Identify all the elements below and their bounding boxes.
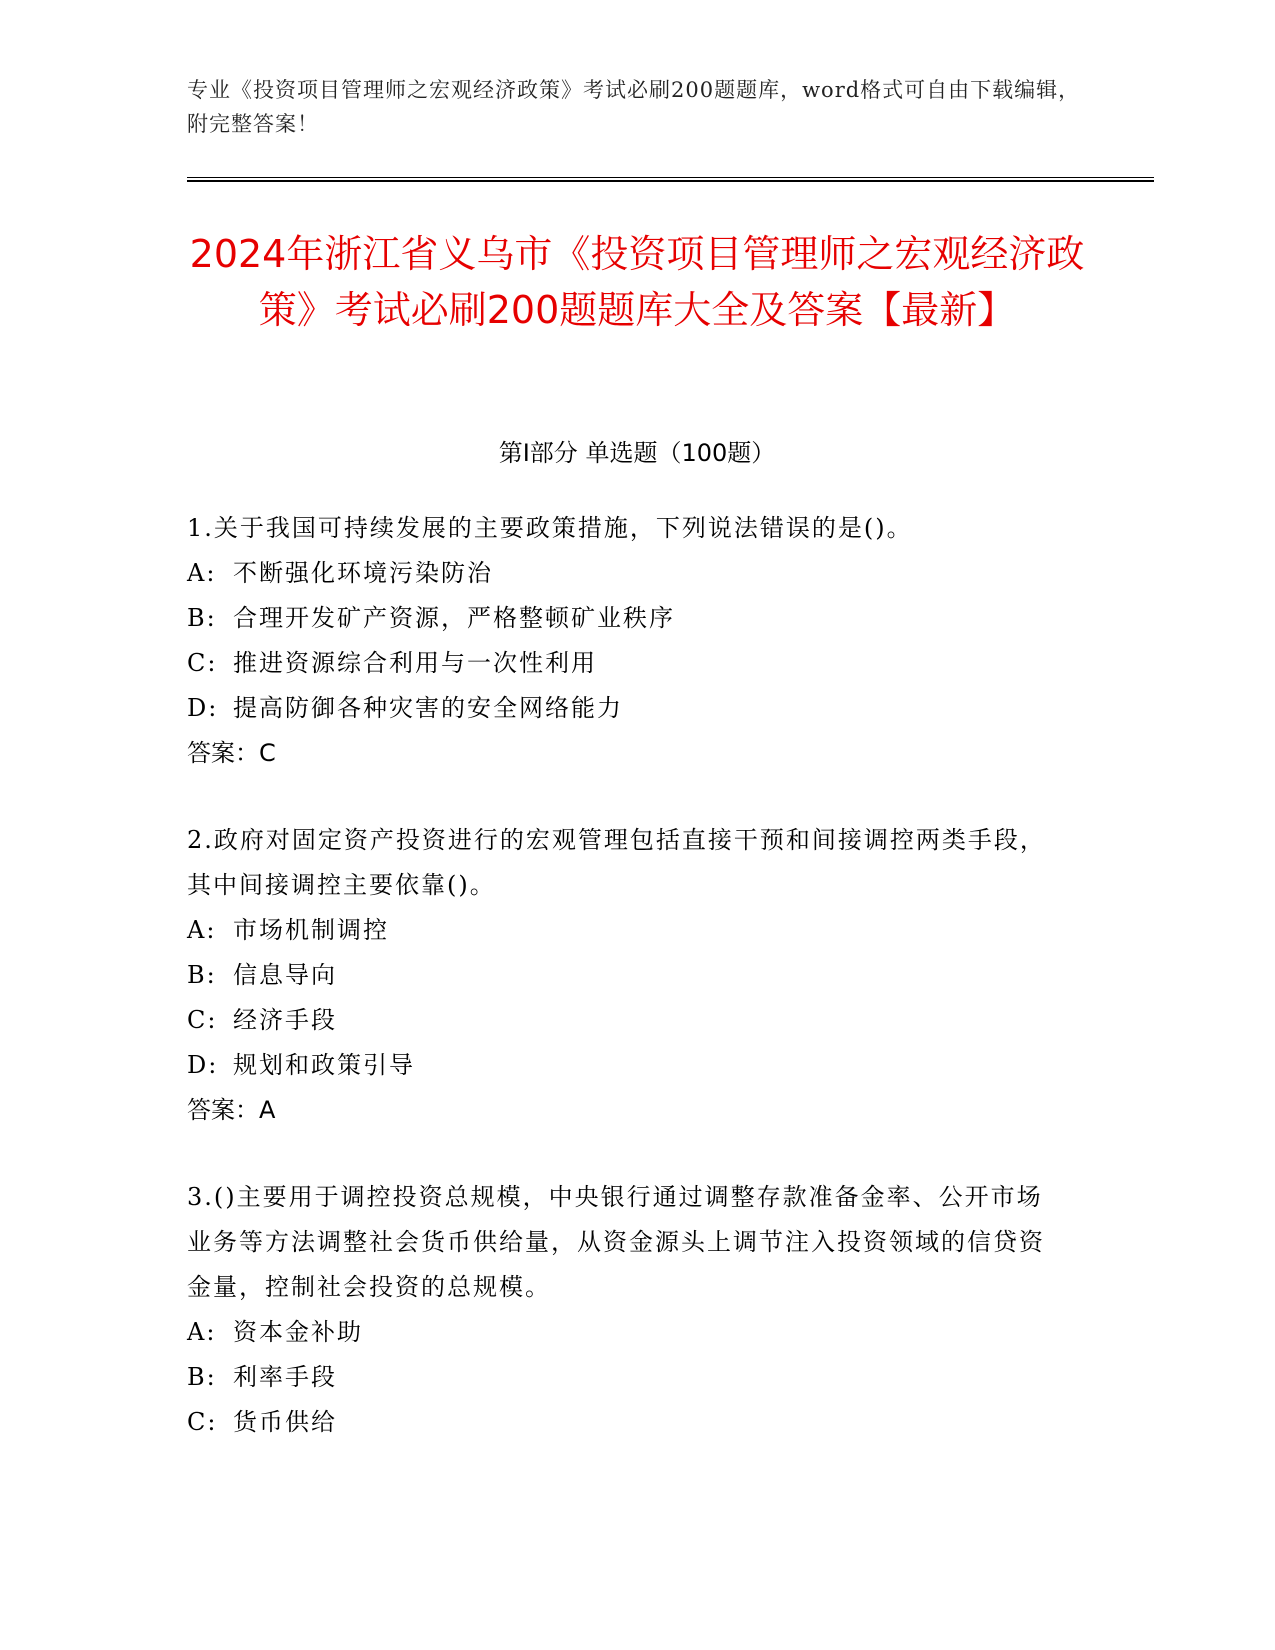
option-text: 提高防御各种灾害的安全网络能力 xyxy=(233,694,623,722)
question-stem: 1.关于我国可持续发展的主要政策措施，下列说法错误的是()。 xyxy=(187,514,913,542)
option-key: C: xyxy=(187,1006,218,1034)
question-stem: 2.政府对固定资产投资进行的宏观管理包括直接干预和间接调控两类手段，其中间接调控主要依靠()。 xyxy=(187,826,1046,899)
option-c xyxy=(187,998,1067,1043)
document-title: 2024年浙江省义乌市《投资项目管理师之宏观经济政策》考试必刷200题题库大全及答案【最新】 xyxy=(189,232,1085,332)
option-c xyxy=(187,1400,1067,1445)
option-key: A: xyxy=(187,916,217,944)
option-text: 不断强化环境污染防治 xyxy=(233,559,493,587)
question-3 xyxy=(187,1175,1067,1445)
option-key: A: xyxy=(187,559,217,587)
header-rule-thick xyxy=(187,180,1154,182)
option-key: D: xyxy=(187,694,219,722)
answer: 答案：A xyxy=(187,1096,276,1124)
option-b xyxy=(187,596,1067,641)
header-rule-thin xyxy=(187,177,1154,178)
option-a xyxy=(187,1310,1067,1355)
option-d xyxy=(187,1043,1067,1088)
option-key: B: xyxy=(187,1363,217,1391)
option-text: 资本金补助 xyxy=(233,1318,363,1346)
option-a xyxy=(187,908,1067,953)
question-stem: 3.()主要用于调控投资总规模，中央银行通过调整存款准备金率、公开市场业务等方法调整社会货币供给量，从资金源头上调节注入投资领域的信贷资金量，控制社会投资的总规模。 xyxy=(187,1183,1045,1301)
option-text: 合理开发矿产资源，严格整顿矿业秩序 xyxy=(233,604,675,632)
option-key: C: xyxy=(187,1408,218,1436)
option-key: C: xyxy=(187,649,218,677)
section-title: 第Ⅰ部分 单选题（100题） xyxy=(498,439,776,467)
option-a xyxy=(187,551,1067,596)
option-text: 规划和政策引导 xyxy=(233,1051,415,1079)
option-key: A: xyxy=(187,1318,217,1346)
option-key: D: xyxy=(187,1051,219,1079)
option-text: 信息导向 xyxy=(233,961,337,989)
question-2 xyxy=(187,818,1067,1133)
header-text: 专业《投资项目管理师之宏观经济政策》考试必刷200题题库，word格式可自由下载编辑，附完整答案！ xyxy=(187,78,1081,136)
option-text: 市场机制调控 xyxy=(233,916,389,944)
option-text: 利率手段 xyxy=(233,1363,337,1391)
option-c xyxy=(187,641,1067,686)
option-b xyxy=(187,1355,1067,1400)
option-key: B: xyxy=(187,961,217,989)
option-d xyxy=(187,686,1067,731)
option-key: B: xyxy=(187,604,217,632)
question-1 xyxy=(187,506,1067,776)
option-text: 经济手段 xyxy=(233,1006,337,1034)
answer: 答案：C xyxy=(187,739,276,767)
option-text: 货币供给 xyxy=(233,1408,337,1436)
option-b xyxy=(187,953,1067,998)
option-text: 推进资源综合利用与一次性利用 xyxy=(233,649,597,677)
